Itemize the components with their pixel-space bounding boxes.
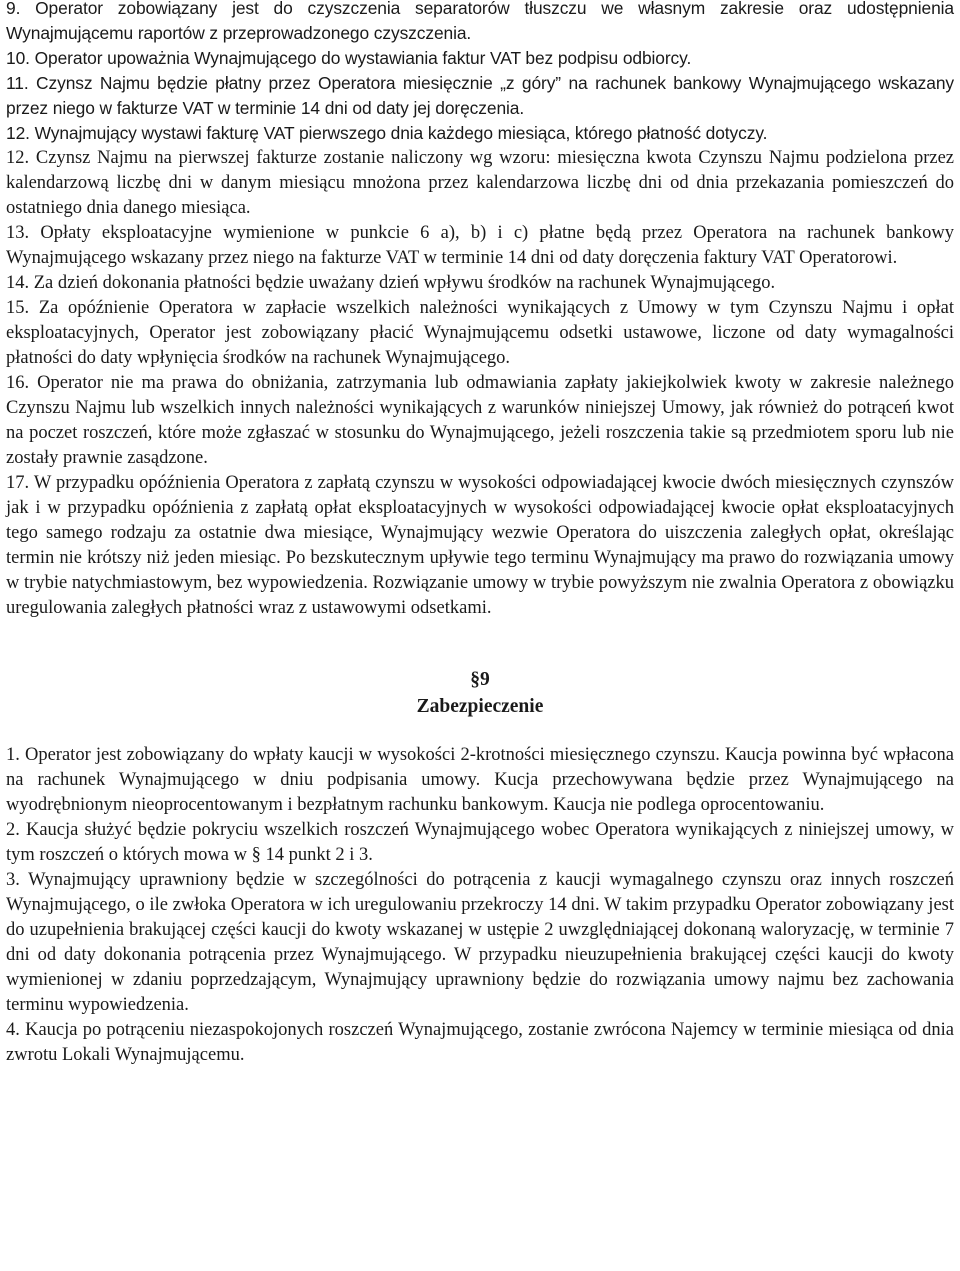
paragraph-15-late-interest: 15. Za opóźnienie Operatora w zapłacie wszelkich należności wynikających z Umowy w tym Czynszu Najmu i opłat eksploatacyjnych, Operator jest zobowiązany płacić Wynajmującemu odsetki ustawowe, liczone od daty wymagalności płatności do daty wpłynięcia środków na rachunek Wynajmującego.	[6, 298, 954, 368]
section-title: Zabezpieczenie	[416, 696, 544, 717]
section-number: §9	[470, 669, 490, 690]
deposit-paragraph-2: 2. Kaucja służyć będzie pokryciu wszelkich roszczeń Wynajmującego wobec Operatora wynikających z niniejszej umowy, w tym roszczeń o których mowa w § 14 punkt 2 i 3.	[6, 820, 954, 865]
security-deposit-block	[6, 743, 954, 1068]
paragraph-17-termination: 17. W przypadku opóźnienia Operatora z zapłatą czynszu w wysokości odpowiadającej kwocie dwóch miesięcznych czynszów jak i w przypadku opóźnienia z zapłatą opłat eksploatacyjnych w wysokości odpowiadającej kwocie opłat eksploatacyjnych tego samego rodzaju za ostatnie dwa miesiące, Wynajmujący wezwie Operatora do uiszczenia zaległych opłat, określając termin nie krótszy niż jeden miesiąc. Po bezskutecznym upływie tego terminu Wynajmujący ma prawo do rozwiązania umowy w trybie natychmiastowym, bez wypowiedzenia. Rozwiązanie umowy w trybie powyższym nie zwalnia Operatora z obowiązku uregulowania zaległych płatności wraz z ustawowymi odsetkami.	[6, 473, 954, 618]
payment-terms-block	[6, 0, 954, 621]
paragraph-10-vat-invoices: 10. Operator upoważnia Wynajmującego do wystawiania faktur VAT bez podpisu odbiorcy.	[6, 48, 692, 68]
deposit-paragraph-3: 3. Wynajmujący uprawniony będzie w szczególności do potrącenia z kaucji wymagalnego czynszu oraz innych roszczeń Wynajmującego, o ile zwłoka Operatora w ich uregulowaniu przekroczy 14 dni. W takim przypadku Operator zobowiązany jest do uzupełnienia brakującej części kaucji do kwoty wskazanej w ustępie 2 uwzględniającej dokonaną waloryzację, w terminie 7 dni od daty dokonania potrącenia przez Wynajmującego. W przypadku nieuzupełnienia brakującej części kaucji do kwoty wymienionej w zdaniu poprzedzającym, Wynajmujący uprawniony będzie do rozwiązania umowy najmu bez zachowania terminu wypowiedzenia.	[6, 870, 954, 1015]
paragraph-11-rent-payment: 11. Czynsz Najmu będzie płatny przez Operatora miesięcznie „z góry” na rachunek bankowy Wynajmującego wskazany przez niego w fakturze VAT w terminie 14 dni od daty jej doręczenia.	[6, 73, 954, 118]
paragraph-16-no-set-off: 16. Operator nie ma prawa do obniżania, zatrzymania lub odmawiania zapłaty jakiejkolwiek kwoty w zakresie należnego Czynszu Najmu lub wszelkich innych należności wynikających z warunków niniejszej Umowy, jak również do potrąceń kwot na poczet roszczeń, które może zgłaszać w stosunku do Wynajmującego, jeżeli roszczenia takie są przedmiotem sporu lub nie zostały prawnie zasądzone.	[6, 373, 954, 468]
paragraph-12-first-invoice: 12. Czynsz Najmu na pierwszej fakturze zostanie naliczony wg wzoru: miesięczna kwota Czynszu Najmu podzielona przez kalendarzową liczbę dni w danym miesiącu mnożona przez kalendarzowa liczbę dni od dnia przekazania pomieszczeń do ostatniego dnia danego miesiąca.	[6, 148, 954, 218]
deposit-paragraph-1: 1. Operator jest zobowiązany do wpłaty kaucji w wysokości 2-krotności miesięcznego czynszu. Kaucja powinna być wpłacona na rachunek Wynajmującego w dniu podpisania umowy. Kucja przechowywana będzie przez Wynajmującego na wyodrębnionym nieoprocentowanym i bezpłatnym rachunku bankowym. Kaucja nie podlega oprocentowaniu.	[6, 745, 954, 815]
paragraph-14-payment-date: 14. Za dzień dokonania płatności będzie uważany dzień wpływu środków na rachunek Wynajmującego.	[6, 273, 776, 293]
paragraph-9-grease-separators: 9. Operator zobowiązany jest do czyszczenia separatorów tłuszczu we własnym zakresie oraz udostępnienia Wynajmującemu raportów z przeprowadzonego czyszczenia.	[6, 0, 954, 43]
paragraph-13-operating-fees: 13. Opłaty eksploatacyjne wymienione w punkcie 6 a), b) i c) płatne będą przez Operatora na rachunek bankowy Wynajmującego wskazany przez niego na fakturze VAT w terminie 14 dni od daty doręczenia faktury VAT Operatorowi.	[6, 223, 954, 268]
paragraph-12-invoice-issue: 12. Wynajmujący wystawi fakturę VAT pierwszego dnia każdego miesiąca, którego płatność dotyczy.	[6, 123, 768, 143]
deposit-paragraph-4: 4. Kaucja po potrąceniu niezaspokojonych roszczeń Wynajmującego, zostanie zwrócona Najemcy w terminie miesiąca od dnia zwrotu Lokali Wynajmującemu.	[6, 1020, 954, 1065]
